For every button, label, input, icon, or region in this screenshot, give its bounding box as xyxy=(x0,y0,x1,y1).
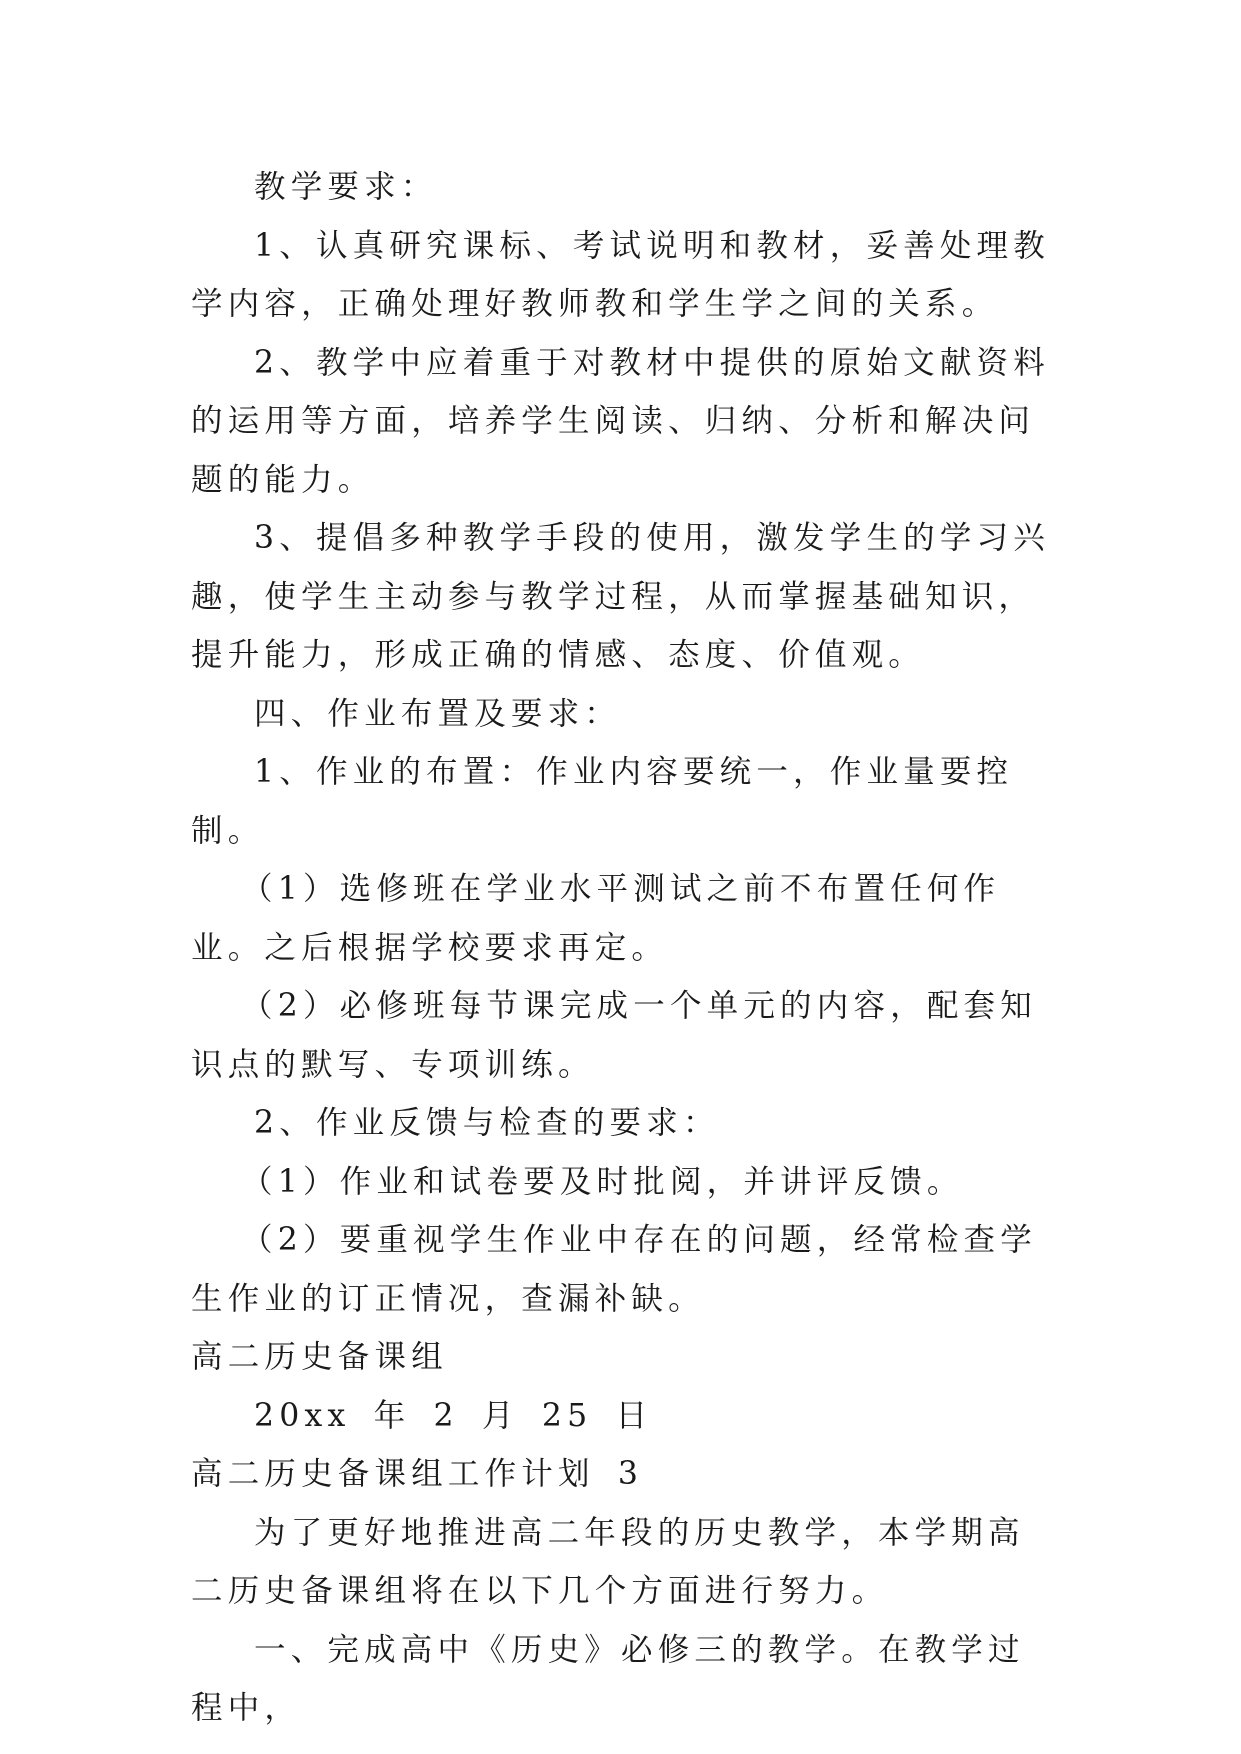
section-title-plan-3: 高二历史备课组工作计划 3 xyxy=(191,1456,644,1492)
paragraph-plan-point-1: 一、完成高中《历史》必修三的教学。在教学过程中， xyxy=(191,1631,1025,1726)
paragraph-teaching-requirements-heading: 教学要求： xyxy=(254,169,438,205)
paragraph-feedback-1: （1）作业和试卷要及时批阅，并讲评反馈。 xyxy=(241,1163,964,1200)
paragraph-feedback-2: （2）要重视学生作业中存在的问题，经常检查学生作业的订正情况，查漏补缺。 xyxy=(191,1222,1037,1317)
paragraph-requirement-3: 3、提倡多种教学手段的使用，激发学生的学习兴趣，使学生主动参与教学过程，从而掌握基础知识，提升能力，形成正确的情感、态度、价值观。 xyxy=(191,520,1050,673)
paragraph-homework-heading: 四、作业布置及要求： xyxy=(254,695,622,732)
signature-group: 高二历史备课组 xyxy=(191,1339,448,1375)
paragraph-required-class: （2）必修班每节课完成一个单元的内容，配套知识点的默写、专项训练。 xyxy=(191,988,1037,1083)
paragraph-plan-intro: 为了更好地推进高二年段的历史教学，本学期高二历史备课组将在以下几个方面进行努力。 xyxy=(191,1514,1025,1609)
paragraph-requirement-2: 2、教学中应着重于对教材中提供的原始文献资料的运用等方面，培养学生阅读、归纳、分析和解决问题的能力。 xyxy=(191,344,1050,498)
paragraph-elective-class: （1）选修班在学业水平测试之前不布置任何作业。之后根据学校要求再定。 xyxy=(191,871,1001,966)
paragraph-homework-assignment: 1、作业的布置：作业内容要统一，作业量要控制。 xyxy=(191,754,1014,849)
paragraph-requirement-1: 1、认真研究课标、考试说明和教材，妥善处理教学内容，正确处理好教师教和学生学之间的关系。 xyxy=(191,227,1050,322)
signature-date: 20xx 年 2 月 25 日 xyxy=(254,1397,653,1434)
paragraph-feedback-heading: 2、作业反馈与检查的要求： xyxy=(254,1105,720,1141)
document-body xyxy=(191,158,1061,1738)
